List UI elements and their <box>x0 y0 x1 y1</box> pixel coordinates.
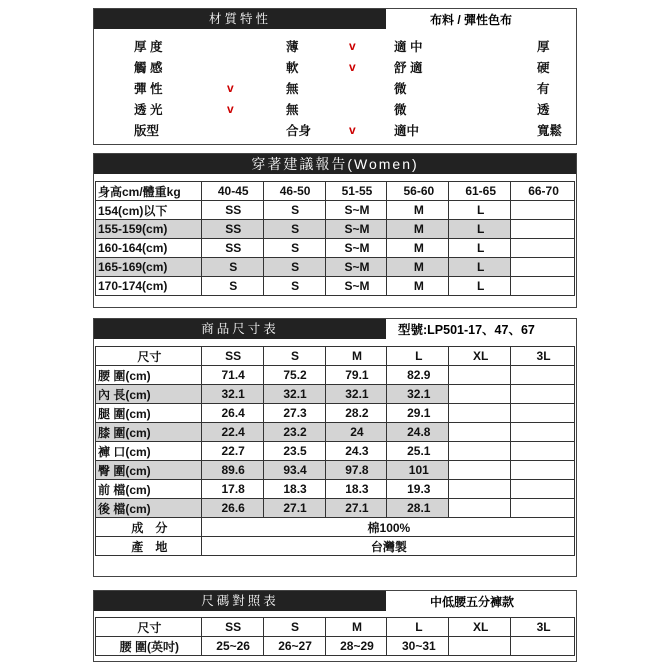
table-cell: 23.5 <box>263 442 325 461</box>
table-cell: 93.4 <box>263 461 325 480</box>
table-header-row <box>96 347 575 366</box>
header-cell: 身高cm/體重kg <box>96 182 202 201</box>
table-cell <box>511 366 575 385</box>
size-title: 商品尺寸表 <box>94 319 386 339</box>
header-cell: 3L <box>511 347 575 366</box>
table-row <box>96 277 575 296</box>
table-cell: 膝 圍(cm) <box>96 423 202 442</box>
table-cell <box>511 385 575 404</box>
header-cell: 40-45 <box>201 182 263 201</box>
table-cell: 32.1 <box>387 385 449 404</box>
table-cell: 30~31 <box>387 637 449 656</box>
material-label: 彈 性 <box>134 81 163 96</box>
size-header <box>94 319 576 339</box>
table-cell: M <box>387 277 449 296</box>
material-row <box>94 56 576 77</box>
table-cell: 97.8 <box>325 461 387 480</box>
header-cell: 61-65 <box>449 182 511 201</box>
material-level: 微 <box>394 102 407 117</box>
table-cell <box>511 480 575 499</box>
table-cell: 腿 圍(cm) <box>96 404 202 423</box>
table-cell: 22.4 <box>201 423 263 442</box>
table-cell <box>449 442 511 461</box>
header-cell: M <box>325 347 387 366</box>
material-level: 硬 <box>537 60 550 75</box>
material-level: 微 <box>394 81 407 96</box>
material-level: 適 中 <box>394 39 423 54</box>
header-cell: XL <box>449 618 511 637</box>
header-cell: S <box>263 347 325 366</box>
material-level: 舒 適 <box>394 60 423 75</box>
table-cell: L <box>449 277 511 296</box>
table-row <box>96 258 575 277</box>
check-mark: v <box>349 122 356 137</box>
material-rows <box>94 29 576 140</box>
header-cell: 66-70 <box>511 182 575 201</box>
report-header <box>94 154 576 174</box>
info-row <box>96 537 575 556</box>
table-cell <box>511 442 575 461</box>
report-panel <box>93 153 577 308</box>
header-cell: 56-60 <box>387 182 449 201</box>
material-level: 薄 <box>286 39 299 54</box>
check-mark: v <box>349 38 356 53</box>
table-cell: 79.1 <box>325 366 387 385</box>
table-cell: S <box>263 277 325 296</box>
table-cell: 75.2 <box>263 366 325 385</box>
table-cell: M <box>387 239 449 258</box>
table-cell <box>511 499 575 518</box>
table-cell: 22.7 <box>201 442 263 461</box>
table-cell: S <box>263 220 325 239</box>
material-label: 版型 <box>134 123 160 138</box>
material-level: 無 <box>286 102 299 117</box>
header-cell: SS <box>201 347 263 366</box>
material-row <box>94 98 576 119</box>
table-cell: S <box>263 239 325 258</box>
table-header-row <box>96 182 575 201</box>
info-label: 產 地 <box>96 537 202 556</box>
table-cell: 155-159(cm) <box>96 220 202 239</box>
table-cell: S~M <box>325 277 387 296</box>
table-cell <box>449 423 511 442</box>
table-cell <box>449 366 511 385</box>
info-value: 棉100% <box>201 518 574 537</box>
table-cell: 32.1 <box>325 385 387 404</box>
table-cell: 內 長(cm) <box>96 385 202 404</box>
header-cell: L <box>387 347 449 366</box>
material-subtitle: 布料 / 彈性色布 <box>430 12 513 27</box>
table-cell: 89.6 <box>201 461 263 480</box>
table-cell: 臀 圍(cm) <box>96 461 202 480</box>
table-cell: 170-174(cm) <box>96 277 202 296</box>
table-row <box>96 461 575 480</box>
table-row <box>96 423 575 442</box>
header-cell: XL <box>449 347 511 366</box>
code-header-row <box>96 618 575 637</box>
table-row <box>96 201 575 220</box>
table-cell <box>449 480 511 499</box>
header-cell: S <box>263 618 325 637</box>
table-cell <box>511 423 575 442</box>
table-row <box>96 480 575 499</box>
material-panel <box>93 8 577 145</box>
table-cell <box>511 220 575 239</box>
info-label: 成 分 <box>96 518 202 537</box>
header-cell: SS <box>201 618 263 637</box>
table-cell: 101 <box>387 461 449 480</box>
size-model: 型號:LP501-17、47、67 <box>398 323 535 337</box>
table-cell: 27.1 <box>263 499 325 518</box>
table-cell: M <box>387 220 449 239</box>
table-cell: 23.2 <box>263 423 325 442</box>
header-cell: 尺寸 <box>96 618 202 637</box>
table-cell: 160-164(cm) <box>96 239 202 258</box>
table-cell: 24.8 <box>387 423 449 442</box>
table-cell: 28~29 <box>325 637 387 656</box>
check-mark: v <box>227 80 234 95</box>
table-row <box>96 220 575 239</box>
table-cell: SS <box>201 239 263 258</box>
table-cell: S <box>201 277 263 296</box>
check-mark: v <box>349 59 356 74</box>
material-level: 厚 <box>537 39 550 54</box>
material-level: 適中 <box>394 123 420 138</box>
table-cell: SS <box>201 220 263 239</box>
size-panel <box>93 318 577 577</box>
material-level: 有 <box>537 81 550 96</box>
table-cell: S <box>263 201 325 220</box>
material-header <box>94 9 576 29</box>
table-cell: S <box>263 258 325 277</box>
table-row <box>96 404 575 423</box>
table-cell: L <box>449 201 511 220</box>
table-cell: 27.1 <box>325 499 387 518</box>
table-cell: 24.3 <box>325 442 387 461</box>
table-cell <box>511 404 575 423</box>
table-cell <box>511 258 575 277</box>
table-cell: 17.8 <box>201 480 263 499</box>
table-cell: 165-169(cm) <box>96 258 202 277</box>
material-level: 寬鬆 <box>537 123 563 138</box>
table-cell <box>511 239 575 258</box>
material-title: 材質特性 <box>94 9 386 29</box>
info-row <box>96 518 575 537</box>
table-cell <box>449 461 511 480</box>
table-cell: 後 檔(cm) <box>96 499 202 518</box>
table-cell: 18.3 <box>263 480 325 499</box>
table-cell <box>449 499 511 518</box>
table-cell <box>449 385 511 404</box>
table-row <box>96 366 575 385</box>
table-cell: 26.4 <box>201 404 263 423</box>
table-cell: S <box>201 258 263 277</box>
table-cell <box>511 637 575 656</box>
table-cell: S~M <box>325 220 387 239</box>
code-title: 尺碼對照表 <box>94 591 386 611</box>
material-label: 厚 度 <box>134 39 163 54</box>
material-row <box>94 35 576 56</box>
table-row <box>96 499 575 518</box>
code-table <box>95 617 575 656</box>
table-cell: M <box>387 201 449 220</box>
table-cell: SS <box>201 201 263 220</box>
table-cell: 褲 口(cm) <box>96 442 202 461</box>
material-row <box>94 119 576 140</box>
report-title: 穿著建議報告(Women) <box>94 154 576 174</box>
material-row <box>94 77 576 98</box>
table-cell: 32.1 <box>263 385 325 404</box>
table-cell: 26.6 <box>201 499 263 518</box>
code-panel <box>93 590 577 662</box>
header-cell: L <box>387 618 449 637</box>
table-cell <box>511 277 575 296</box>
code-subtitle: 中低腰五分褲款 <box>430 594 515 609</box>
table-cell: 24 <box>325 423 387 442</box>
table-cell: 154(cm)以下 <box>96 201 202 220</box>
table-cell: S~M <box>325 201 387 220</box>
table-cell <box>511 461 575 480</box>
header-cell: 尺寸 <box>96 347 202 366</box>
code-row <box>96 637 575 656</box>
material-label: 觸 感 <box>134 60 163 75</box>
table-cell: 19.3 <box>387 480 449 499</box>
material-level: 透 <box>537 102 550 117</box>
material-label: 透 光 <box>134 102 163 117</box>
table-cell: 82.9 <box>387 366 449 385</box>
table-cell: 前 檔(cm) <box>96 480 202 499</box>
table-cell: 腰 圍(英吋) <box>96 637 202 656</box>
table-cell: 71.4 <box>201 366 263 385</box>
table-row <box>96 239 575 258</box>
table-cell: L <box>449 258 511 277</box>
table-cell: L <box>449 220 511 239</box>
table-cell: 18.3 <box>325 480 387 499</box>
check-mark: v <box>227 101 234 116</box>
table-cell: S~M <box>325 258 387 277</box>
table-cell: 29.1 <box>387 404 449 423</box>
table-cell: M <box>387 258 449 277</box>
material-level: 無 <box>286 81 299 96</box>
table-cell: 28.1 <box>387 499 449 518</box>
size-table <box>95 346 575 556</box>
report-table <box>95 181 575 296</box>
table-cell: 腰 圍(cm) <box>96 366 202 385</box>
info-value: 台灣製 <box>201 537 574 556</box>
table-cell: 32.1 <box>201 385 263 404</box>
table-cell: S~M <box>325 239 387 258</box>
table-cell: 27.3 <box>263 404 325 423</box>
header-cell: 46-50 <box>263 182 325 201</box>
table-cell: 25~26 <box>201 637 263 656</box>
header-cell: 51-55 <box>325 182 387 201</box>
material-level: 合身 <box>286 123 312 138</box>
header-cell: M <box>325 618 387 637</box>
table-row <box>96 385 575 404</box>
table-cell: 26~27 <box>263 637 325 656</box>
material-level: 軟 <box>286 60 299 75</box>
table-cell: 28.2 <box>325 404 387 423</box>
table-cell: L <box>449 239 511 258</box>
table-cell: 25.1 <box>387 442 449 461</box>
table-cell <box>449 404 511 423</box>
table-cell <box>511 201 575 220</box>
table-cell <box>449 637 511 656</box>
code-header <box>94 591 576 611</box>
header-cell: 3L <box>511 618 575 637</box>
table-row <box>96 442 575 461</box>
